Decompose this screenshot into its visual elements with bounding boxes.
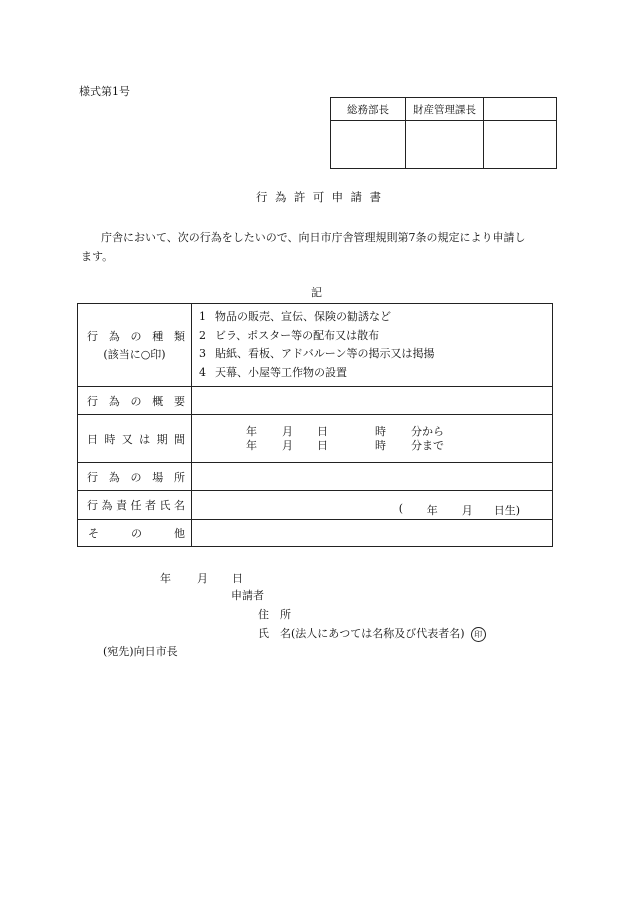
- intro-text-line-2: ます。: [81, 250, 114, 263]
- row-other: [78, 520, 553, 547]
- applicant-name-line: [258, 625, 486, 642]
- seal-icon: 印: [471, 627, 486, 642]
- activity-option-3[interactable]: 3 貼紙、看板、アドバルーン等の掲示又は掲揚: [199, 347, 435, 360]
- place-field[interactable]: [192, 463, 553, 491]
- label-place: 行 為 の 場 所: [78, 463, 192, 491]
- ki-heading: 記: [311, 286, 322, 299]
- activity-option-2[interactable]: 2 ビラ、ポスター等の配布又は散布: [199, 328, 380, 342]
- applicant-address-label: 住 所: [258, 608, 291, 621]
- approval-header-property-manager: 財産管理課長: [406, 98, 484, 121]
- application-details-table: [77, 303, 553, 547]
- activity-type-options: [192, 304, 553, 387]
- row-datetime: [78, 415, 553, 463]
- approval-header-blank: [484, 98, 557, 121]
- responsible-person-field[interactable]: [192, 491, 553, 520]
- row-place: [78, 463, 553, 491]
- approval-stamp-table: [330, 97, 557, 169]
- label-activity-summary: 行 為 の 概 要: [78, 387, 192, 415]
- row-activity-type: [78, 304, 553, 387]
- applicant-label: 申請者: [231, 589, 264, 602]
- approval-stamp-box-1[interactable]: [331, 121, 406, 169]
- activity-option-1[interactable]: 1 物品の販売、宣伝、保険の勧誘など: [199, 310, 391, 323]
- applicant-name-note: (法人にあつては名称及び代表者名): [291, 627, 465, 640]
- datetime-field[interactable]: [192, 415, 553, 463]
- label-other: そ の 他: [78, 520, 192, 547]
- addressee: (宛先)向日市長: [103, 645, 178, 658]
- form-title: 行 為 許 可 申 請 書: [256, 190, 381, 204]
- datetime-to-line: 年 月 日 時 分まで: [246, 438, 444, 452]
- approval-header-general-affairs: 総務部長: [331, 98, 406, 121]
- approval-stamp-box-2[interactable]: [406, 121, 484, 169]
- row-activity-summary: [78, 387, 553, 415]
- label-responsible-person: 行 為 責 任 者 氏 名: [78, 491, 192, 520]
- intro-text-line-1: 庁舎において、次の行為をしたいので、向日市庁舎管理規則第7条の規定により申請し: [101, 231, 526, 244]
- application-date: 年 月 日: [160, 572, 243, 585]
- other-field[interactable]: [192, 520, 553, 547]
- activity-summary-field[interactable]: [192, 387, 553, 415]
- datetime-from-line: 年 月 日 時 分から: [246, 424, 444, 438]
- birth-date: ( 年 月 日生): [398, 502, 520, 517]
- form-number: 様式第1号: [79, 85, 130, 98]
- row-responsible-person: [78, 491, 553, 520]
- approval-stamp-box-3[interactable]: [484, 121, 557, 169]
- label-datetime: 日 時 又 は 期 間: [78, 415, 192, 463]
- activity-option-4[interactable]: 4 天幕、小屋等工作物の設置: [199, 365, 347, 379]
- label-activity-type: 行 為 の 種 類 (該当に○印): [78, 304, 192, 387]
- applicant-name-label: 氏 名: [258, 627, 291, 640]
